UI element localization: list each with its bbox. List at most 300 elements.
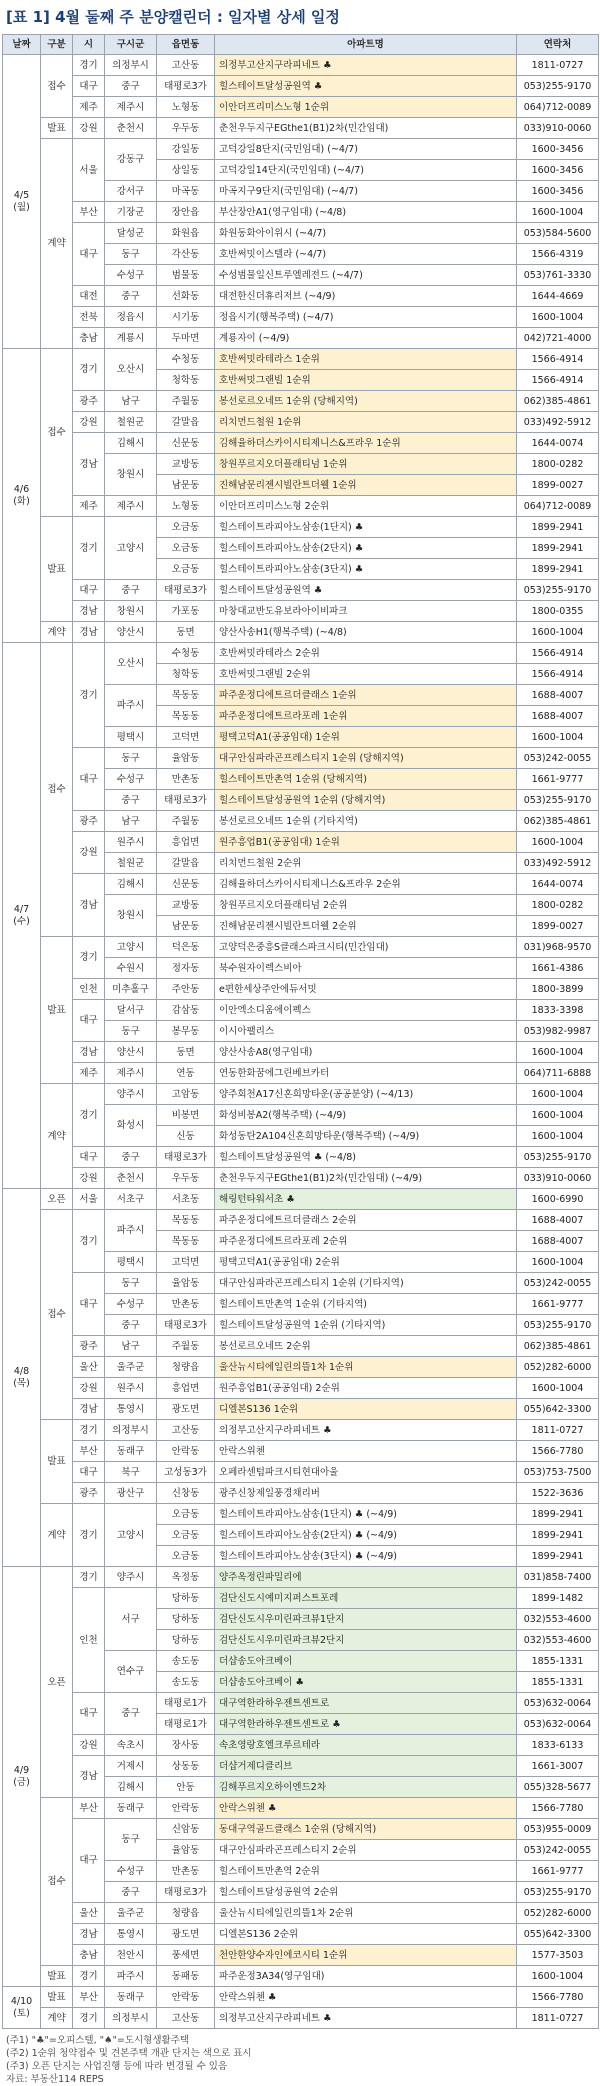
si-cell: 경남 — [73, 1042, 105, 1063]
contact-number: 1600-3456 — [517, 181, 599, 202]
gu-cell: 양주시 — [105, 1084, 157, 1105]
table-row — [3, 1567, 599, 1588]
apartment-name: 고덕강일8단지(국민임대) (~4/7) — [215, 139, 517, 160]
contact-number: 042)721-4000 — [517, 328, 599, 349]
apartment-name: 평택고덕A1(공공임대) 1순위 — [215, 727, 517, 748]
table-row — [3, 748, 599, 769]
gu-cell: 광산구 — [105, 1483, 157, 1504]
apartment-name: 힐스테이트달성공원역 1순위 (기타지역) — [215, 1315, 517, 1336]
apartment-name: 김해율하더스카이시티제니스&프라우 2순위 — [215, 874, 517, 895]
apartment-name: 힐스테이트달성공원역 2순위 — [215, 1882, 517, 1903]
table-row — [3, 496, 599, 517]
dong-cell: 동면 — [157, 1042, 215, 1063]
gu-cell: 파주시 — [105, 685, 157, 727]
si-cell: 서울 — [73, 139, 105, 202]
dong-cell: 당하동 — [157, 1588, 215, 1609]
table-row — [3, 349, 599, 370]
dong-cell: 율암동 — [157, 748, 215, 769]
dong-cell: 목동동 — [157, 685, 215, 706]
contact-number: 1566-7780 — [517, 1987, 599, 2008]
gu-cell: 양산시 — [105, 622, 157, 643]
si-cell: 충남 — [73, 328, 105, 349]
contact-number: 1833-6133 — [517, 1735, 599, 1756]
dong-cell: 송도동 — [157, 1672, 215, 1693]
dong-cell: 청학동 — [157, 370, 215, 391]
table-row — [3, 601, 599, 622]
apartment-name: 힐스테이트라피아노삼송(2단지) ♣ (~4/9) — [215, 1525, 517, 1546]
gu-cell: 화성시 — [105, 1105, 157, 1147]
table-row — [3, 1462, 599, 1483]
gu-cell: 동구 — [105, 244, 157, 265]
gu-cell: 동래구 — [105, 1798, 157, 1819]
contact-number: 032)553-4600 — [517, 1609, 599, 1630]
contact-number: 1899-2941 — [517, 1546, 599, 1567]
gu-cell: 계룡시 — [105, 328, 157, 349]
date-line: (금) — [13, 1776, 30, 1788]
contact-number: 1600-1004 — [517, 1378, 599, 1399]
dong-cell: 감삼동 — [157, 1000, 215, 1021]
type-cell: 발표 — [41, 517, 73, 622]
gu-cell: 동래구 — [105, 1441, 157, 1462]
contact-number: 062)385-4861 — [517, 811, 599, 832]
dong-cell: 상동동 — [157, 1756, 215, 1777]
contact-number: 1566-7780 — [517, 1798, 599, 1819]
apartment-name: 검단신도시우미린파크뷰1단지 — [215, 1609, 517, 1630]
dong-cell: 주월동 — [157, 391, 215, 412]
dong-cell: 강일동 — [157, 139, 215, 160]
dong-cell: 남문동 — [157, 916, 215, 937]
contact-number: 1566-4319 — [517, 244, 599, 265]
si-cell: 경기 — [73, 1567, 105, 1588]
contact-number: 1600-1004 — [517, 1042, 599, 1063]
gu-cell: 중구 — [105, 1693, 157, 1735]
table-row — [3, 1147, 599, 1168]
contact-number: 1688-4007 — [517, 1231, 599, 1252]
dong-cell: 당하동 — [157, 1630, 215, 1651]
apartment-name: 마창대교반도유보라아이비파크 — [215, 601, 517, 622]
si-cell: 대구 — [73, 1462, 105, 1483]
dong-cell: 동패동 — [157, 1966, 215, 1987]
si-cell: 강원 — [73, 1378, 105, 1399]
gu-cell: 남구 — [105, 811, 157, 832]
gu-cell: 강동구 — [105, 139, 157, 181]
date-cell — [3, 1567, 41, 1987]
contact-number: 1600-1004 — [517, 1126, 599, 1147]
table-row — [3, 517, 599, 538]
contact-number: 1899-1482 — [517, 1588, 599, 1609]
contact-number: 1644-4669 — [517, 286, 599, 307]
dong-cell: 태평로3가 — [157, 76, 215, 97]
apartment-name: 의정부고산지구라피네트 ♣ — [215, 1420, 517, 1441]
contact-number: 053)242-0055 — [517, 748, 599, 769]
si-cell: 부산 — [73, 1798, 105, 1819]
contact-number: 1833-3398 — [517, 1000, 599, 1021]
apartment-name: 대전한신더휴리저브 (~4/9) — [215, 286, 517, 307]
contact-number: 033)492-5912 — [517, 412, 599, 433]
apartment-name: 대구안심파라곤프레스티지 2순위 — [215, 1840, 517, 1861]
dong-cell: 덕은동 — [157, 937, 215, 958]
contact-number: 053)761-3330 — [517, 265, 599, 286]
dong-cell: 안동 — [157, 1777, 215, 1798]
si-cell: 전북 — [73, 307, 105, 328]
gu-cell: 중구 — [105, 580, 157, 601]
dong-cell: 흥업면 — [157, 832, 215, 853]
date-line: (토) — [13, 2007, 30, 2019]
gu-cell: 김해시 — [105, 1777, 157, 1798]
dong-cell: 신문동 — [157, 874, 215, 895]
dong-cell: 노형동 — [157, 97, 215, 118]
gu-cell: 수성구 — [105, 1861, 157, 1882]
dong-cell: 오금동 — [157, 517, 215, 538]
si-cell: 경기 — [73, 55, 105, 76]
apartment-name: 춘천우두지구EGthe1(B1)2차(민간임대) (~4/9) — [215, 1168, 517, 1189]
si-cell: 경기 — [73, 643, 105, 748]
dong-cell: 당하동 — [157, 1609, 215, 1630]
table-row — [3, 1819, 599, 1840]
dong-cell: 오금동 — [157, 559, 215, 580]
apartment-name: 창원푸르지오더플래티넘 1순위 — [215, 454, 517, 475]
contact-number: 1688-4007 — [517, 706, 599, 727]
apartment-name: 화성비봉A2(행복주택) (~4/9) — [215, 1105, 517, 1126]
apartment-name: 힐스테이트라피아노삼송(3단지) ♣ (~4/9) — [215, 1546, 517, 1567]
table-row — [3, 1924, 599, 1945]
apartment-name: 안락스위첸 — [215, 1441, 517, 1462]
table-row — [3, 328, 599, 349]
dong-cell: 태평로3가 — [157, 1315, 215, 1336]
gu-cell: 춘천시 — [105, 1168, 157, 1189]
header-contact: 연락처 — [517, 35, 599, 55]
table-row — [3, 1945, 599, 1966]
table-row — [3, 223, 599, 244]
si-cell: 대구 — [73, 1147, 105, 1168]
table-row — [3, 433, 599, 454]
si-cell: 대구 — [73, 1273, 105, 1336]
contact-number: 1899-2941 — [517, 559, 599, 580]
contact-number: 1661-9777 — [517, 1294, 599, 1315]
table-row — [3, 2008, 599, 2029]
dong-cell: 안락동 — [157, 1441, 215, 1462]
contact-number: 033)910-0060 — [517, 118, 599, 139]
contact-number: 1600-3456 — [517, 160, 599, 181]
si-cell: 경남 — [73, 601, 105, 622]
table-row — [3, 937, 599, 958]
apartment-name: 대구안심파라곤프레스티지 1순위 (기타지역) — [215, 1273, 517, 1294]
si-cell: 경기 — [73, 1210, 105, 1273]
table-row — [3, 286, 599, 307]
dong-cell: 오금동 — [157, 1504, 215, 1525]
gu-cell: 양산시 — [105, 1042, 157, 1063]
dong-cell: 신동 — [157, 1126, 215, 1147]
apartment-name: 춘천우두지구EGthe1(B1)2차(민간임대) — [215, 118, 517, 139]
apartment-name: 울산뉴시티에일린의뜰1차 1순위 — [215, 1357, 517, 1378]
date-line: 4/9 — [13, 1764, 30, 1776]
apartment-name: 평택고덕A1(공공임대) 2순위 — [215, 1252, 517, 1273]
gu-cell: 울주군 — [105, 1357, 157, 1378]
contact-number: 1800-3899 — [517, 979, 599, 1000]
contact-number: 1688-4007 — [517, 685, 599, 706]
contact-number: 1899-2941 — [517, 1525, 599, 1546]
apartment-name: 봉선로르오네뜨 1순위 (기타지역) — [215, 811, 517, 832]
table-row — [3, 1399, 599, 1420]
dong-cell: 우두동 — [157, 118, 215, 139]
table-row — [3, 1903, 599, 1924]
apartment-name: 고양덕은중흥S클래스파크시티(민간임대) — [215, 937, 517, 958]
dong-cell: 신문동 — [157, 433, 215, 454]
apartment-name: 북수원자이렉스비아 — [215, 958, 517, 979]
gu-cell: 통영시 — [105, 1924, 157, 1945]
date-line: (화) — [13, 495, 30, 507]
table-row — [3, 1168, 599, 1189]
apartment-name: 이안엑소디움에이펙스 — [215, 1000, 517, 1021]
gu-cell: 고양시 — [105, 937, 157, 958]
table-row — [3, 1189, 599, 1210]
apartment-name: 검단신도시우미린파크뷰2단지 — [215, 1630, 517, 1651]
contact-number: 053)255-9170 — [517, 580, 599, 601]
dong-cell: 신창동 — [157, 1483, 215, 1504]
apartment-name: 힐스테이트라피아노삼송(3단지) ♣ — [215, 559, 517, 580]
dong-cell: 고성동3가 — [157, 1462, 215, 1483]
gu-cell: 중구 — [105, 76, 157, 97]
apartment-name: 호반써밋그랜빌 2순위 — [215, 664, 517, 685]
apartment-name: 힐스테이트달성공원역 ♣ (~4/8) — [215, 1147, 517, 1168]
dong-cell: 두마면 — [157, 328, 215, 349]
gu-cell: 오산시 — [105, 349, 157, 391]
apartment-name: 힐스테이트달성공원역 ♣ — [215, 580, 517, 601]
table-row — [3, 1693, 599, 1714]
apartment-name: 호반써밋이스텔라 (~4/7) — [215, 244, 517, 265]
contact-number: 1566-4914 — [517, 370, 599, 391]
dong-cell: 봉무동 — [157, 1021, 215, 1042]
dong-cell: 고덕면 — [157, 1252, 215, 1273]
type-cell: 발표 — [41, 1987, 73, 2008]
contact-number: 1661-3007 — [517, 1756, 599, 1777]
dong-cell: 선화동 — [157, 286, 215, 307]
apartment-name: 이안더프리미스노형 1순위 — [215, 97, 517, 118]
type-cell: 계약 — [41, 1084, 73, 1189]
contact-number: 1899-2941 — [517, 538, 599, 559]
gu-cell: 북구 — [105, 1462, 157, 1483]
header-date: 날짜 — [3, 35, 41, 55]
contact-number: 055)642-3300 — [517, 1399, 599, 1420]
si-cell: 서울 — [73, 1189, 105, 1210]
si-cell: 울산 — [73, 1903, 105, 1924]
type-cell: 접수 — [41, 1798, 73, 1966]
schedule-table — [2, 34, 599, 2029]
contact-number: 1644-0074 — [517, 433, 599, 454]
dong-cell: 고산동 — [157, 2008, 215, 2029]
table-row — [3, 202, 599, 223]
si-cell: 제주 — [73, 1063, 105, 1084]
si-cell: 제주 — [73, 97, 105, 118]
apartment-name: 힐스테이트만촌역 2순위 — [215, 1861, 517, 1882]
contact-number: 053)255-9170 — [517, 790, 599, 811]
apartment-name: 원주흥업B1(공공임대) 1순위 — [215, 832, 517, 853]
si-cell: 충남 — [73, 1945, 105, 1966]
dong-cell: 태평로3가 — [157, 1882, 215, 1903]
gu-cell: 울주군 — [105, 1903, 157, 1924]
type-cell: 계약 — [41, 1504, 73, 1567]
gu-cell: 달서구 — [105, 1000, 157, 1021]
dong-cell: 안락동 — [157, 1987, 215, 2008]
table-row — [3, 1063, 599, 1084]
header-gu: 구시군 — [105, 35, 157, 55]
gu-cell: 춘천시 — [105, 118, 157, 139]
apartment-name: 힐스테이트달성공원역 ♣ — [215, 76, 517, 97]
dong-cell: 목동동 — [157, 706, 215, 727]
date-cell — [3, 643, 41, 1189]
contact-number: 053)255-9170 — [517, 1315, 599, 1336]
header-dong: 읍면동 — [157, 35, 215, 55]
contact-number: 1600-1004 — [517, 1252, 599, 1273]
table-row — [3, 307, 599, 328]
header-apt: 아파트명 — [215, 35, 517, 55]
header-si: 시 — [73, 35, 105, 55]
dong-cell: 서초동 — [157, 1189, 215, 1210]
apartment-name: 양주옥정린파밀리에 — [215, 1567, 517, 1588]
table-row — [3, 1756, 599, 1777]
type-cell: 계약 — [41, 2008, 73, 2029]
apartment-name: 부산장안A1(영구임대) (~4/8) — [215, 202, 517, 223]
apartment-name: 김해푸르지오하이엔드2차 — [215, 1777, 517, 1798]
gu-cell: 동구 — [105, 1021, 157, 1042]
table-row — [3, 1336, 599, 1357]
dong-cell: 장사동 — [157, 1735, 215, 1756]
contact-number: 1661-9777 — [517, 1861, 599, 1882]
apartment-name: 동대구역골드클래스 1순위 (당해지역) — [215, 1819, 517, 1840]
gu-cell: 평택시 — [105, 727, 157, 748]
contact-number: 1600-6990 — [517, 1189, 599, 1210]
si-cell: 광주 — [73, 1336, 105, 1357]
contact-number: 1899-0027 — [517, 916, 599, 937]
contact-number: 1600-1004 — [517, 1105, 599, 1126]
contact-number: 053)632-0064 — [517, 1693, 599, 1714]
apartment-name: 더샵송도아크베이 ♣ — [215, 1672, 517, 1693]
dong-cell: 주안동 — [157, 979, 215, 1000]
gu-cell: 통영시 — [105, 1399, 157, 1420]
table-row — [3, 580, 599, 601]
table-row — [3, 1735, 599, 1756]
gu-cell: 천안시 — [105, 1945, 157, 1966]
dong-cell: 갈말읍 — [157, 412, 215, 433]
dong-cell: 율암동 — [157, 1273, 215, 1294]
footnote: (주2) 1순위 청약접수 및 견본주택 개관 단지는 색으로 표시 — [6, 2048, 252, 2059]
apartment-name: 창원푸르지오더플래티넘 2순위 — [215, 895, 517, 916]
si-cell: 경기 — [73, 517, 105, 580]
si-cell: 경기 — [73, 1504, 105, 1567]
footnote: (주3) 오픈 단지는 사업진행 등에 따라 변경될 수 있음 — [6, 2061, 228, 2072]
dong-cell: 주월동 — [157, 811, 215, 832]
type-cell: 발표 — [41, 1966, 73, 1987]
gu-cell: 중구 — [105, 1315, 157, 1336]
gu-cell: 고양시 — [105, 517, 157, 580]
si-cell: 대구 — [73, 1000, 105, 1042]
date-line: (수) — [13, 915, 30, 927]
table-title: [표 1] 4월 둘째 주 분양캘린더 : 일자별 상세 일정 — [6, 8, 340, 26]
gu-cell: 동구 — [105, 1819, 157, 1861]
date-line: 4/8 — [13, 1365, 30, 1377]
contact-number: 1577-3503 — [517, 1945, 599, 1966]
contact-number: 1811-0727 — [517, 2008, 599, 2029]
gu-cell: 제주시 — [105, 97, 157, 118]
type-cell: 계약 — [41, 139, 73, 349]
si-cell: 강원 — [73, 1168, 105, 1189]
contact-number: 1566-7780 — [517, 1441, 599, 1462]
contact-number: 053)584-5600 — [517, 223, 599, 244]
dong-cell: 갈말읍 — [157, 853, 215, 874]
type-cell: 접수 — [41, 55, 73, 118]
gu-cell: 동구 — [105, 1273, 157, 1294]
type-cell: 접수 — [41, 1210, 73, 1420]
contact-number: 1800-0282 — [517, 895, 599, 916]
gu-cell: 원주시 — [105, 832, 157, 853]
apartment-name: 호반써밋라테라스 2순위 — [215, 643, 517, 664]
contact-number: 053)255-9170 — [517, 76, 599, 97]
contact-number: 1566-4914 — [517, 643, 599, 664]
gu-cell: 거제시 — [105, 1756, 157, 1777]
gu-cell: 의정부시 — [105, 55, 157, 76]
contact-number: 053)255-9170 — [517, 1147, 599, 1168]
si-cell: 대구 — [73, 1693, 105, 1735]
apartment-name: 대구안심파라곤프레스티지 1순위 (당해지역) — [215, 748, 517, 769]
apartment-name: 양산사송A8(영구임대) — [215, 1042, 517, 1063]
dong-cell: 만촌동 — [157, 1294, 215, 1315]
contact-number: 1899-2941 — [517, 1504, 599, 1525]
dong-cell: 태평로1가 — [157, 1693, 215, 1714]
apartment-name: 진해남문리젠시빌란트더웰 2순위 — [215, 916, 517, 937]
contact-number: 053)255-9170 — [517, 1882, 599, 1903]
contact-number: 1522-3636 — [517, 1483, 599, 1504]
dong-cell: 송도동 — [157, 1651, 215, 1672]
apartment-name: 정읍시기(행복주택) (~4/7) — [215, 307, 517, 328]
date-line: 4/6 — [13, 483, 30, 495]
contact-number: 1688-4007 — [517, 1210, 599, 1231]
apartment-name: 속초영랑호엘크루르테라 — [215, 1735, 517, 1756]
apartment-name: 마곡지구9단지(국민임대) (~4/7) — [215, 181, 517, 202]
contact-number: 055)642-3300 — [517, 1924, 599, 1945]
gu-cell: 서구 — [105, 1588, 157, 1651]
table-row — [3, 979, 599, 1000]
dong-cell: 신암동 — [157, 1819, 215, 1840]
gu-cell: 중구 — [105, 1882, 157, 1903]
table-row — [3, 1000, 599, 1021]
apartment-name: 호반써밋그랜빌 1순위 — [215, 370, 517, 391]
apartment-name: 수성범물일신트루엘레전드 (~4/7) — [215, 265, 517, 286]
contact-number: 052)282-6000 — [517, 1357, 599, 1378]
si-cell: 경기 — [73, 2008, 105, 2029]
table-row — [3, 1084, 599, 1105]
apartment-name: 봉선로르오네뜨 1순위 (당해지역) — [215, 391, 517, 412]
dong-cell: 연동 — [157, 1063, 215, 1084]
gu-cell: 남구 — [105, 1336, 157, 1357]
apartment-name: 계룡자이 (~4/9) — [215, 328, 517, 349]
si-cell: 강원 — [73, 1735, 105, 1756]
apartment-name: 안락스위첸 ♣ — [215, 1987, 517, 2008]
apartment-name: 더샵송도아크베이 — [215, 1651, 517, 1672]
type-cell: 발표 — [41, 118, 73, 139]
dong-cell: 정자동 — [157, 958, 215, 979]
dong-cell: 고덕면 — [157, 727, 215, 748]
contact-number: 052)282-6000 — [517, 1903, 599, 1924]
si-cell: 경남 — [73, 1756, 105, 1798]
si-cell: 경남 — [73, 622, 105, 643]
dong-cell: 오금동 — [157, 538, 215, 559]
si-cell: 경기 — [73, 1420, 105, 1441]
dong-cell: 만촌동 — [157, 769, 215, 790]
table-row — [3, 1357, 599, 1378]
contact-number: 064)712-0089 — [517, 496, 599, 517]
gu-cell: 원주시 — [105, 1378, 157, 1399]
si-cell: 경남 — [73, 1399, 105, 1420]
